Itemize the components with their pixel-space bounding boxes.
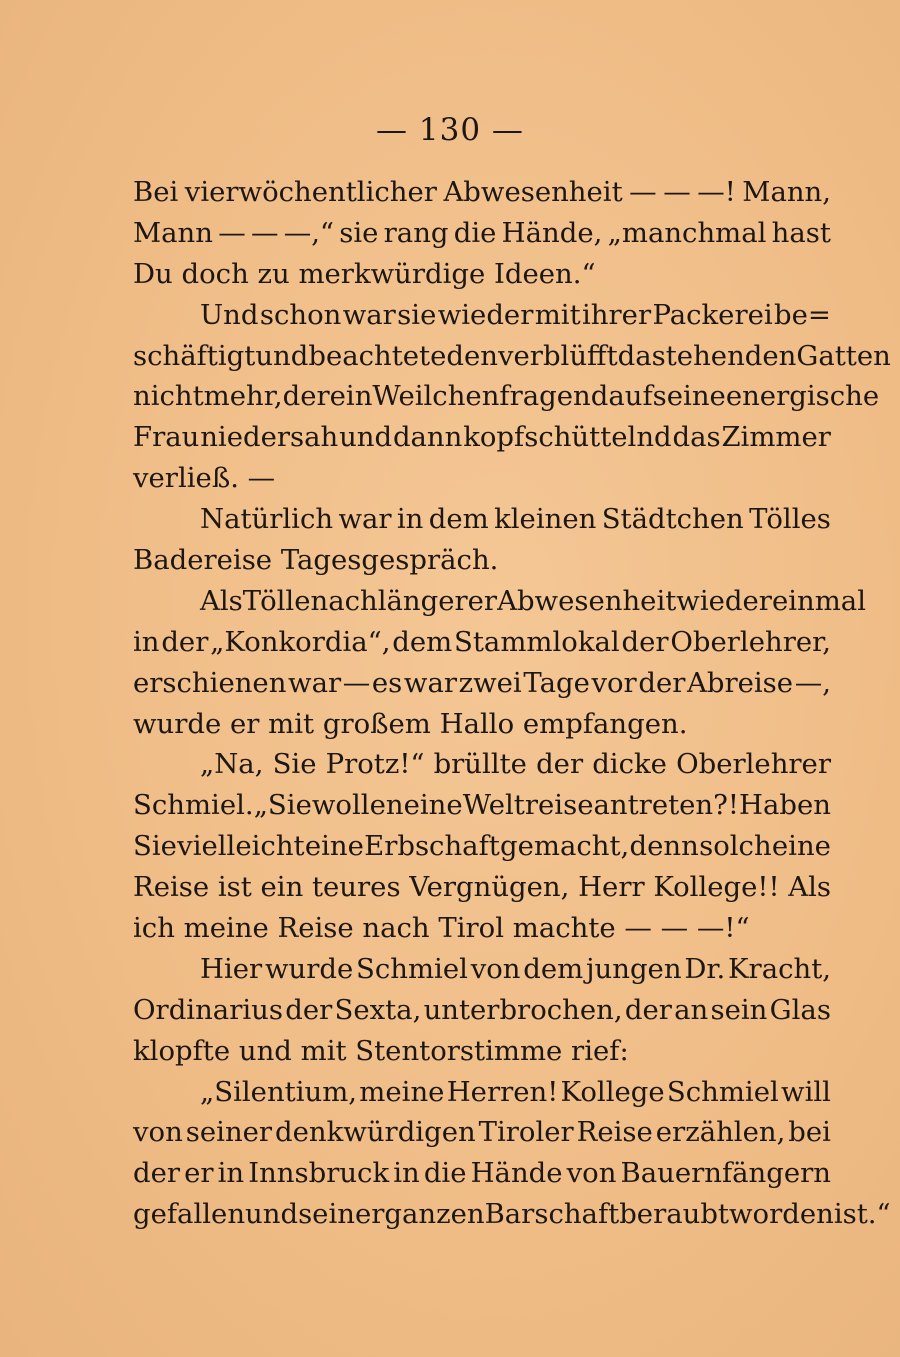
text-line: „Na, Sie Protz!“ brüllte der dicke Oberlehrer xyxy=(200,748,831,781)
text-line: Und schon war sie wieder mit ihrer Packerei be= xyxy=(200,298,831,331)
text-line: Reise ist ein teures Vergnügen, Herr Kollege!! Als xyxy=(133,871,831,904)
text-line: Du doch zu merkwürdige Ideen.“ xyxy=(133,257,596,290)
text-line: der er in Innsbruck in die Hände von Bauernfängern xyxy=(133,1157,831,1190)
text-line: Sie vielleicht eine Erbschaft gemacht, denn solch eine xyxy=(133,830,831,863)
text-line: Frau niedersah und dann kopfschüttelnd das Zimmer xyxy=(133,421,831,454)
text-line: Bei vierwöchentlicher Abwesenheit — — —! Mann, xyxy=(133,176,831,208)
text-line: Natürlich war in dem kleinen Städtchen Tölles xyxy=(200,503,831,536)
page-number: — 130 — xyxy=(376,112,524,148)
text-line: Hier wurde Schmiel von dem jungen Dr. Kracht, xyxy=(200,952,831,985)
text-line: klopfte und mit Stentorstimme rief: xyxy=(133,1034,629,1067)
text-line: erschienen war — es war zwei Tage vor der Abreise —, xyxy=(133,666,831,699)
text-line: von seiner denkwürdigen Tiroler Reise erzählen, bei xyxy=(133,1116,831,1149)
text-line: Badereise Tagesgespräch. xyxy=(133,544,499,577)
text-line: „Silentium, meine Herren! Kollege Schmiel will xyxy=(200,1075,831,1108)
text-line: wurde er mit großem Hallo empfangen. xyxy=(133,707,688,740)
text-line: nicht mehr, der ein Weilchen fragend auf seine energische xyxy=(133,380,880,413)
body-text xyxy=(133,172,891,1235)
text-line: Ordinarius der Sexta, unterbrochen, der an sein Glas xyxy=(133,993,831,1026)
text-line: ich meine Reise nach Tirol machte — — —!“ xyxy=(133,912,750,945)
text-line: in der „Konkordia“, dem Stammlokal der Oberlehrer, xyxy=(133,625,831,658)
text-line: Mann — — —,“ sie rang die Hände, „manchmal hast xyxy=(133,216,831,249)
text-line: gefallen und seiner ganzen Barschaft beraubt worden ist.“ xyxy=(133,1198,891,1231)
text-line: schäftigt und beachtete den verblüfft dastehenden Gatten xyxy=(133,339,891,372)
text-line: verließ. — xyxy=(133,462,276,495)
text-line: Schmiel. „Sie wollen eine Weltreise antreten?! Haben xyxy=(133,789,831,822)
text-line: Als Tölle nach längerer Abwesenheit wieder einmal xyxy=(200,584,866,617)
